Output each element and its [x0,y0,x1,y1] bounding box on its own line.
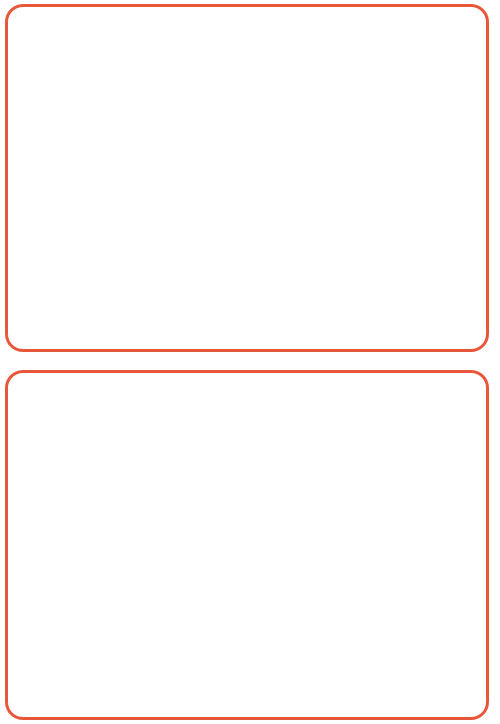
levels-grid [5,4,489,352]
qualifications-table [5,370,489,720]
